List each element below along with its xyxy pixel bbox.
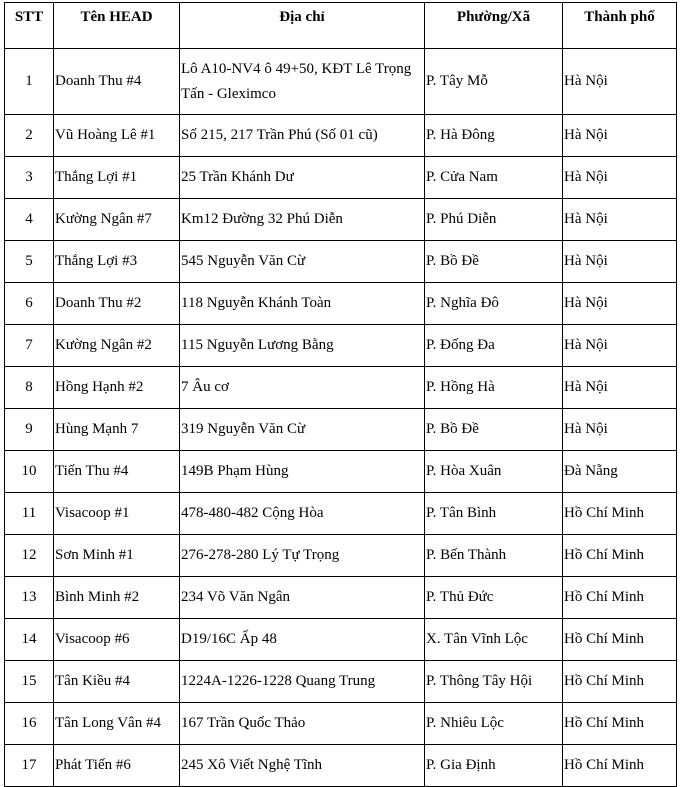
city-cell: Hà Nội [563, 325, 677, 367]
ward-cell: P. Thông Tây Hội [425, 661, 563, 703]
row-number: 8 [5, 367, 54, 409]
column-header-city: Thành phố [563, 3, 677, 49]
city-cell: Hồ Chí Minh [563, 703, 677, 745]
table-body [5, 49, 677, 787]
city-cell: Hà Nội [563, 115, 677, 157]
city-cell: Hồ Chí Minh [563, 619, 677, 661]
ward-cell: P. Nghĩa Đô [425, 283, 563, 325]
head-name-cell: Visacoop #1 [54, 493, 180, 535]
table-row [5, 367, 677, 409]
table-row [5, 703, 677, 745]
address-cell: 7 Âu cơ [180, 367, 425, 409]
ward-cell: P. Tân Bình [425, 493, 563, 535]
address-cell: 478-480-482 Cộng Hòa [180, 493, 425, 535]
row-number: 14 [5, 619, 54, 661]
table-row [5, 157, 677, 199]
table-row [5, 493, 677, 535]
row-number: 2 [5, 115, 54, 157]
table-row [5, 325, 677, 367]
row-number: 15 [5, 661, 54, 703]
city-cell: Hà Nội [563, 409, 677, 451]
address-cell: 276-278-280 Lý Tự Trọng [180, 535, 425, 577]
head-name-cell: Hồng Hạnh #2 [54, 367, 180, 409]
row-number: 12 [5, 535, 54, 577]
head-name-cell: Hùng Mạnh 7 [54, 409, 180, 451]
table-row [5, 745, 677, 787]
column-header-ward: Phường/Xã [425, 3, 563, 49]
ward-cell: P. Hòa Xuân [425, 451, 563, 493]
city-cell: Hồ Chí Minh [563, 493, 677, 535]
head-name-cell: Tân Kiều #4 [54, 661, 180, 703]
address-cell: 167 Trần Quốc Thảo [180, 703, 425, 745]
head-name-cell: Tiến Thu #4 [54, 451, 180, 493]
city-cell: Hà Nội [563, 49, 677, 115]
address-cell: 1224A-1226-1228 Quang Trung [180, 661, 425, 703]
city-cell: Hồ Chí Minh [563, 745, 677, 787]
ward-cell: P. Thủ Đức [425, 577, 563, 619]
table-row [5, 409, 677, 451]
ward-cell: P. Hồng Hà [425, 367, 563, 409]
table-row [5, 115, 677, 157]
table-row [5, 451, 677, 493]
city-cell: Hà Nội [563, 283, 677, 325]
ward-cell: P. Bến Thành [425, 535, 563, 577]
address-cell: Km12 Đường 32 Phú Diễn [180, 199, 425, 241]
city-cell: Đà Nẵng [563, 451, 677, 493]
city-cell: Hồ Chí Minh [563, 577, 677, 619]
address-cell: 545 Nguyễn Văn Cừ [180, 241, 425, 283]
ward-cell: P. Phú Diễn [425, 199, 563, 241]
table-row [5, 241, 677, 283]
row-number: 1 [5, 49, 54, 115]
ward-cell: P. Bồ Đề [425, 241, 563, 283]
city-cell: Hà Nội [563, 241, 677, 283]
ward-cell: P. Tây Mỗ [425, 49, 563, 115]
row-number: 9 [5, 409, 54, 451]
address-cell: 234 Võ Văn Ngân [180, 577, 425, 619]
head-name-cell: Visacoop #6 [54, 619, 180, 661]
row-number: 7 [5, 325, 54, 367]
table-row [5, 661, 677, 703]
head-name-cell: Thắng Lợi #1 [54, 157, 180, 199]
head-name-cell: Doanh Thu #2 [54, 283, 180, 325]
row-number: 3 [5, 157, 54, 199]
head-name-cell: Phát Tiến #6 [54, 745, 180, 787]
address-cell: 319 Nguyễn Văn Cừ [180, 409, 425, 451]
table-row [5, 619, 677, 661]
head-name-cell: Doanh Thu #4 [54, 49, 180, 115]
city-cell: Hà Nội [563, 367, 677, 409]
city-cell: Hồ Chí Minh [563, 535, 677, 577]
column-header-address: Địa chỉ [180, 3, 425, 49]
row-number: 11 [5, 493, 54, 535]
city-cell: Hà Nội [563, 199, 677, 241]
ward-cell: X. Tân Vĩnh Lộc [425, 619, 563, 661]
row-number: 4 [5, 199, 54, 241]
table-row [5, 49, 677, 115]
ward-cell: P. Gia Định [425, 745, 563, 787]
row-number: 10 [5, 451, 54, 493]
head-name-cell: Thắng Lợi #3 [54, 241, 180, 283]
table-header-row [5, 3, 677, 49]
address-cell: D19/16C Ấp 48 [180, 619, 425, 661]
ward-cell: P. Hà Đông [425, 115, 563, 157]
address-cell: 118 Nguyễn Khánh Toàn [180, 283, 425, 325]
column-header-stt: STT [5, 3, 54, 49]
ward-cell: P. Cửa Nam [425, 157, 563, 199]
city-cell: Hồ Chí Minh [563, 661, 677, 703]
head-name-cell: Vũ Hoàng Lê #1 [54, 115, 180, 157]
ward-cell: P. Đống Đa [425, 325, 563, 367]
head-name-cell: Tân Long Vân #4 [54, 703, 180, 745]
address-cell: Số 215, 217 Trần Phú (Số 01 cũ) [180, 115, 425, 157]
row-number: 13 [5, 577, 54, 619]
row-number: 6 [5, 283, 54, 325]
address-cell: 149B Phạm Hùng [180, 451, 425, 493]
ward-cell: P. Bồ Đề [425, 409, 563, 451]
address-cell: Lô A10-NV4 ô 49+50, KĐT Lê Trọng Tấn - Gleximco [180, 49, 425, 115]
row-number: 16 [5, 703, 54, 745]
row-number: 5 [5, 241, 54, 283]
address-cell: 245 Xô Viết Nghệ Tĩnh [180, 745, 425, 787]
head-name-cell: Kường Ngân #2 [54, 325, 180, 367]
head-name-cell: Kường Ngân #7 [54, 199, 180, 241]
city-cell: Hà Nội [563, 157, 677, 199]
row-number: 17 [5, 745, 54, 787]
table-row [5, 535, 677, 577]
address-cell: 115 Nguyễn Lương Bằng [180, 325, 425, 367]
address-cell: 25 Trần Khánh Dư [180, 157, 425, 199]
head-table [4, 2, 677, 787]
head-name-cell: Sơn Minh #1 [54, 535, 180, 577]
table-row [5, 283, 677, 325]
table-row [5, 577, 677, 619]
head-name-cell: Bình Minh #2 [54, 577, 180, 619]
table-row [5, 199, 677, 241]
column-header-head-name: Tên HEAD [54, 3, 180, 49]
ward-cell: P. Nhiêu Lộc [425, 703, 563, 745]
